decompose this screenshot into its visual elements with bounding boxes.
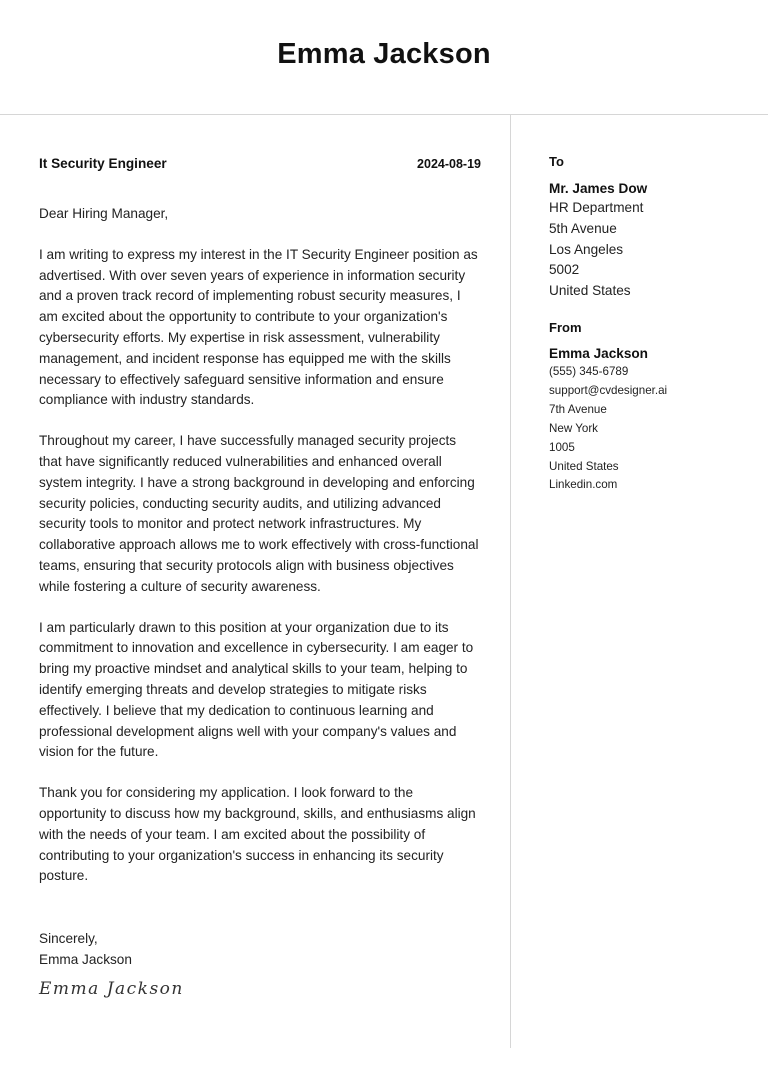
paragraph-closing: Thank you for considering my application. I look forward to the opportunity to discuss how my background, skills, and enthusiasms align with the needs of your team. I am excited about the possibility of contributing to your organization's success in enhancing its security posture.	[39, 785, 476, 884]
paragraph-motivation: I am particularly drawn to this position at your organization due to its commitment to innovation and excellence in cybersecurity. I am eager to bring my proactive mindset and analytical skills to your team, helping to identify emerging threats and develop strategies to mitigate risks effectively. I believe that my dedication to continuous learning and professional development aligns well with your company's values and vision for the future.	[39, 619, 474, 760]
recipient-street: 5th Avenue	[549, 220, 617, 236]
recipient-name: Mr. James Dow	[549, 181, 648, 196]
letter-meta-row	[39, 154, 481, 174]
column-divider	[510, 115, 511, 1048]
sender-email: support@cvdesigner.ai	[549, 383, 668, 397]
letter-date: 2024-08-19	[417, 157, 481, 171]
recipient-zip: 5002	[549, 262, 580, 278]
paragraph-intro: I am writing to express my interest in the IT Security Engineer position as advertised. With over seven years of experience in information security and a proven track record of implementing robust security measures, I am excited about the opportunity to contribute to your organization's cybersecurity efforts. My expertise in risk assessment, vulnerability management, and incident response has equipped me with the skills necessary to effectively safeguard sensitive information and ensure compliance with industry standards.	[39, 246, 478, 408]
recipient-department: HR Department	[549, 200, 644, 215]
sender-contact	[549, 363, 749, 495]
sidebar	[549, 154, 749, 495]
sender-name: Emma Jackson	[549, 345, 648, 361]
sender-phone: (555) 345-6789	[549, 364, 629, 378]
from-label: From	[549, 319, 582, 335]
recipient-country: United States	[549, 283, 631, 299]
applicant-name: Emma Jackson	[277, 38, 491, 70]
to-label: To	[549, 154, 564, 169]
sender-zip: 1005	[549, 440, 575, 454]
recipient-city: Los Angeles	[549, 241, 624, 257]
sender-website: Linkedin.com	[549, 478, 618, 492]
greeting: Dear Hiring Manager,	[39, 206, 169, 221]
sender-city: New York	[549, 421, 598, 435]
sender-street: 7th Avenue	[549, 402, 607, 416]
page-header	[0, 0, 768, 115]
letter-body	[39, 154, 481, 1000]
job-title: It Security Engineer	[39, 156, 167, 171]
handwritten-signature: Emma Jackson	[39, 978, 184, 999]
closing-name: Emma Jackson	[39, 951, 132, 967]
closing-salutation: Sincerely,	[39, 931, 98, 947]
sender-country: United States	[549, 459, 619, 473]
recipient-address	[549, 198, 749, 302]
paragraph-experience: Throughout my career, I have successfully managed security projects that have significantly reduced vulnerabilities and enhanced overall system integrity. I have a strong background in developing and enforcing security policies, conducting security audits, and utilizing advanced security tools to monitor and protect network infrastructures. My collaborative approach allows me to work effectively with cross-functional teams, ensuring that security protocols align with business objectives while fostering a culture of security awareness.	[39, 433, 479, 594]
